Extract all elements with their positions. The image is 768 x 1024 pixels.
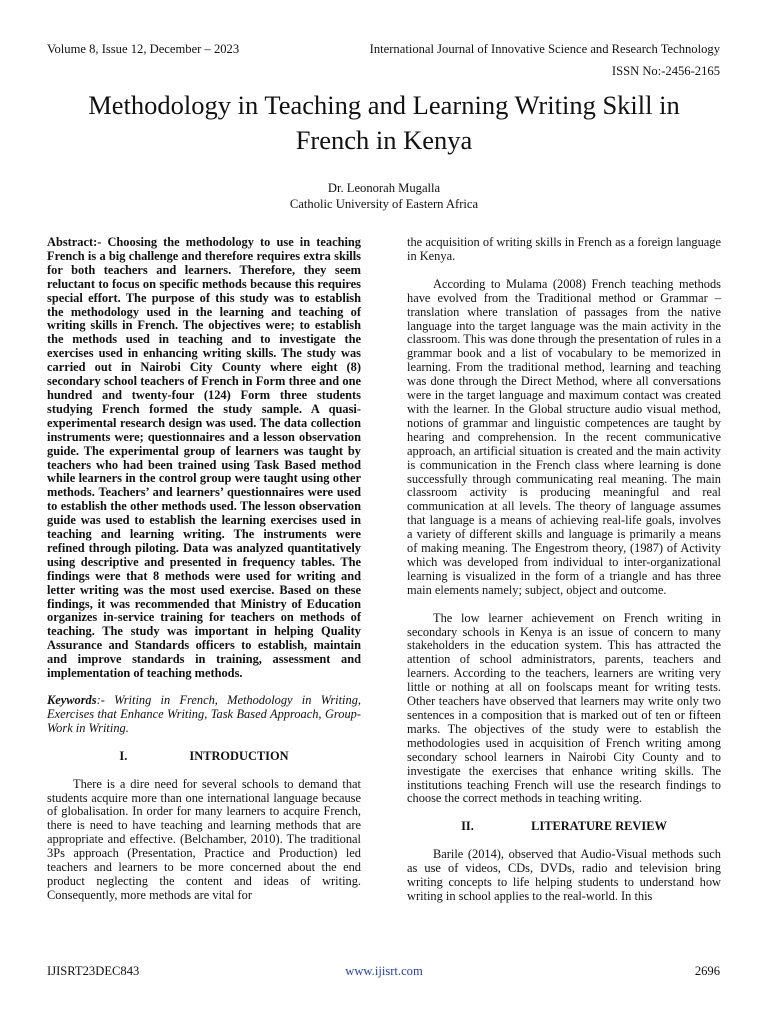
abstract: Abstract:- Choosing the methodology to use in teaching French is a big challenge and therefore requires extra skills for both teachers and learners. Therefore, they seem reluctant to focus on specific methods because this requires special effort. The purpose of this study was to establish the methodology used in the learning and teaching of writing skills in French. The objectives were; to establish the methods used in teaching and to investigate the exercises used in enhancing writing skills. The study was carried out in Nairobi City County where eight (8) secondary school teachers of French in Form three and one hundred and twenty-four (124) Form three students studying French formed the study sample. A quasi-experimental research design was used. The data collection instruments were; questionnaires and a lesson observation guide. The experimental group of learners was taught by teachers who had been trained using Task Based method while learners in the control group were taught using other methods. Teachers’ and learners’ questionnaires were used to establish the other methods used. The lesson observation guide was used to establish the learning exercises used in teaching and learning writing. The instruments were refined through piloting. Data was analyzed quantitatively using descriptive and presented in frequency tables. The findings were that 8 methods were used for writing and letter writing was the most used exercise. Based on these findings, it was recommended that Ministry of Education organizes in-service training for teachers on methods of teaching. The study was important in helping Quality Assurance and Standards officers to establish, maintain and improve standards in training, assessment and implementation of teaching methods. (47, 235, 361, 681)
paper-title: Methodology in Teaching and Learning Writing Skill in French in Kenya (88, 90, 680, 155)
section-heading-literature-review (407, 820, 721, 834)
journal-name: International Journal of Innovative Science and Research Technology (369, 42, 720, 56)
introduction-paragraph: There is a dire need for several schools to demand that students acquire more than one international language because of globalisation. In order for many learners to acquire French, there is need to have teaching and learning methods that are appropriate and effective. (Belchamber, 2010). The traditional 3Ps approach (Presentation, Practice and Production) led teachers and learners to be more concerned about the end product neglecting the content and ideas of writing. Consequently, more methods are vital for (47, 776, 361, 902)
continued-paragraph: the acquisition of writing skills in French as a foreign language in Kenya. (407, 235, 721, 263)
keywords-label: Keywords (47, 693, 97, 707)
author-name: Dr. Leonorah Mugalla (327, 181, 441, 195)
volume-issue: Volume 8, Issue 12, December – 2023 (47, 42, 240, 56)
methods-history-paragraph: According to Mulama (2008) French teaching methods have evolved from the Traditional method or Grammar – translation where translation of passages from the native language into the target language was the main activity in the classroom. This was done through the presentation of rules in a grammar book and a list of vocabulary to be memorized in learning. From the traditional method, learning and teaching was done through the Direct Method, where all conversations were in the target language and maximum contact was created with the learner. In the Global structure audio visual method, notions of grammar and linguistic competences are taught by hearing and comprehension. In the recent communicative approach, an artificial situation is created and the main activity is communication in the French class where learning is done successfully through communicating real meaning. The main classroom activity is producing meaningful and real communication at all levels. The theory of language assumes that language is a means of achieving real-life goals, involves a variety of different skills and language is primarily a means of making meaning. The Engestrom theory, (1987) of Activity which was developed from individual to inter-organizational learning is visualized in the form of a triangle and has three main elements namely; subject, object and outcome. (407, 276, 721, 597)
section-title: LITERATURE REVIEW (531, 819, 667, 834)
section-number: I. (119, 748, 128, 763)
section-number: II. (461, 819, 474, 834)
problem-statement-paragraph: The low learner achievement on French writing in secondary schools in Kenya is an issue of concern to many stakeholders in the education system. This has attracted the attention of school administrators, parents, teachers and learners. According to the teachers, learners are writing very little or nothing at all on foolscaps meant for writing tests. Other teachers have observed that learners may write only two sentences in a composition that is marked out of ten or fifteen marks. The objectives of the study were to establish the methodologies used in acquisition of French writing among secondary school learners in Nairobi City County and to investigate the exercises that enhance writing skills. The institutions teaching French will use the research findings to choose the correct methods in teaching writing. (407, 610, 721, 806)
website-link[interactable]: www.ijisrt.com (345, 964, 423, 978)
left-column (47, 236, 361, 917)
issn: ISSN No:-2456-2165 (611, 64, 720, 78)
article-id: IJISRT23DEC843 (47, 964, 140, 978)
author-affiliation: Catholic University of Eastern Africa (289, 197, 479, 211)
section-heading-introduction (47, 750, 361, 764)
literature-paragraph: Barile (2014), observed that Audio-Visual methods such as use of videos, CDs, DVDs, radio and television bring writing concepts to life helping students to understand how writing in school applies to the real-world. In this (407, 847, 721, 903)
author-block (0, 180, 768, 212)
page-number: 2696 (694, 964, 720, 978)
keywords (47, 694, 361, 736)
section-title: INTRODUCTION (189, 748, 289, 763)
right-column (407, 236, 721, 918)
keywords-text: :- Writing in French, Methodology in Writing, Exercises that Enhance Writing, Task Based Approach, Group-Work in Writing. (47, 693, 361, 735)
